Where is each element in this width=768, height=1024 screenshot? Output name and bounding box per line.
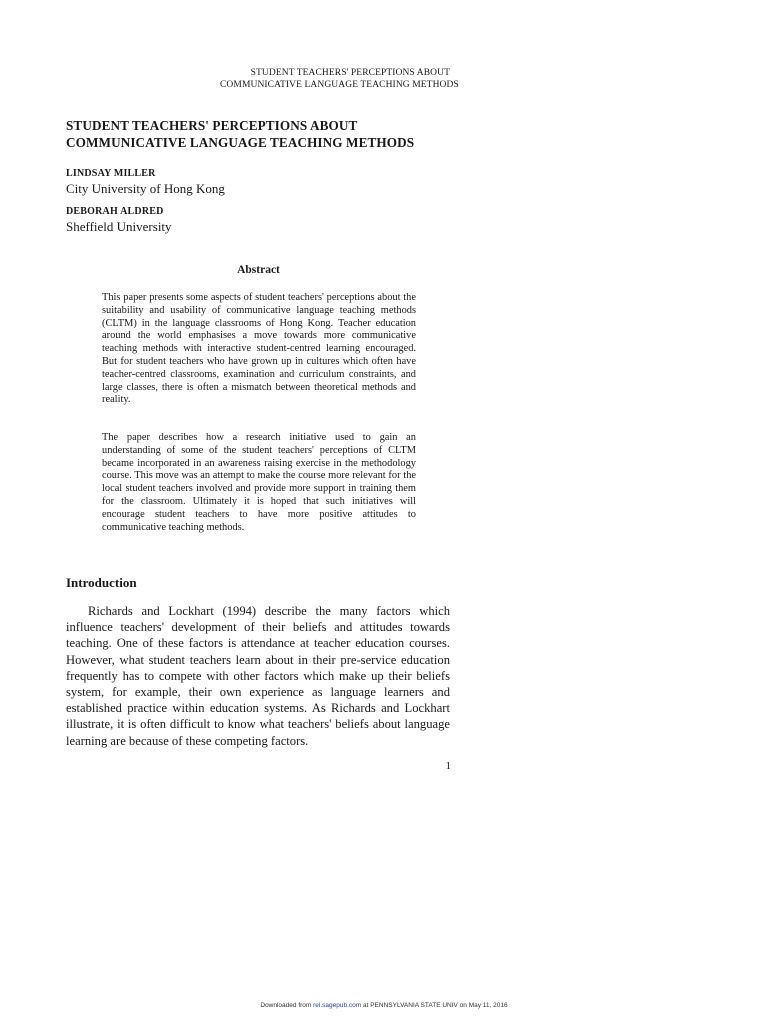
author-2-affiliation: Sheffield University	[66, 219, 172, 234]
paper-title: STUDENT TEACHERS' PERCEPTIONS ABOUT COMMUNICATIVE LANGUAGE TEACHING METHODS	[66, 118, 415, 150]
running-head-line-1: STUDENT TEACHERS' PERCEPTIONS ABOUT	[250, 68, 450, 78]
abstract-heading: Abstract	[237, 264, 280, 276]
introduction-paragraph: Richards and Lockhart (1994) describe the many factors which influence teachers' development of their beliefs and attitudes towards teaching. One of these factors is attendance at teacher education courses. However, what student teachers learn about in their pre-service education frequently has to compete with other factors which make up their beliefs system, for example, their own experience as language learners and established practice within education systems. As Richards and Lockhart illustrate, it is often difficult to know what teachers' beliefs about language learning are because of these competing factors.	[66, 604, 450, 748]
introduction-heading: Introduction	[66, 575, 137, 590]
author-1-name: LINDSAY MILLER	[66, 168, 156, 179]
footer-source-link[interactable]: rel.sagepub.com	[313, 1002, 362, 1009]
running-head-line-2: COMMUNICATIVE LANGUAGE TEACHING METHODS	[220, 80, 459, 90]
abstract-paragraph-1: This paper presents some aspects of student teachers' perceptions about the suitability and usability of communicative language teaching methods (CLTM) in the language classrooms of Hong Kong. Teacher education around the world emphasises a move towards more communicative teaching methods with interactive student-centred learning encouraged. But for student teachers who have grown up in cultures which often have teacher-centred classrooms, examination and curriculum constraints, and large classes, there is often a mismatch between theoretical methods and reality.	[102, 292, 416, 406]
running-head	[220, 67, 459, 91]
download-footer	[0, 1002, 768, 1009]
page-number: 1	[445, 760, 451, 772]
author-1-affiliation: City University of Hong Kong	[66, 181, 225, 196]
author-2-name: DEBORAH ALDRED	[66, 206, 164, 217]
footer-prefix: Downloaded from	[260, 1002, 314, 1009]
footer-suffix: at PENNSYLVANIA STATE UNIV on May 11, 2016	[361, 1002, 508, 1009]
abstract-paragraph-2: The paper describes how a research initiative used to gain an understanding of some of the student teachers' perceptions of CLTM became incorporated in an awareness raising exercise in the methodology course. This move was an attempt to make the course more relevant for the local student teachers involved and provide more support in training them for the classroom. Ultimately it is hoped that such initiatives will encourage student teachers to have more positive attitudes to communicative teaching methods.	[102, 432, 416, 533]
